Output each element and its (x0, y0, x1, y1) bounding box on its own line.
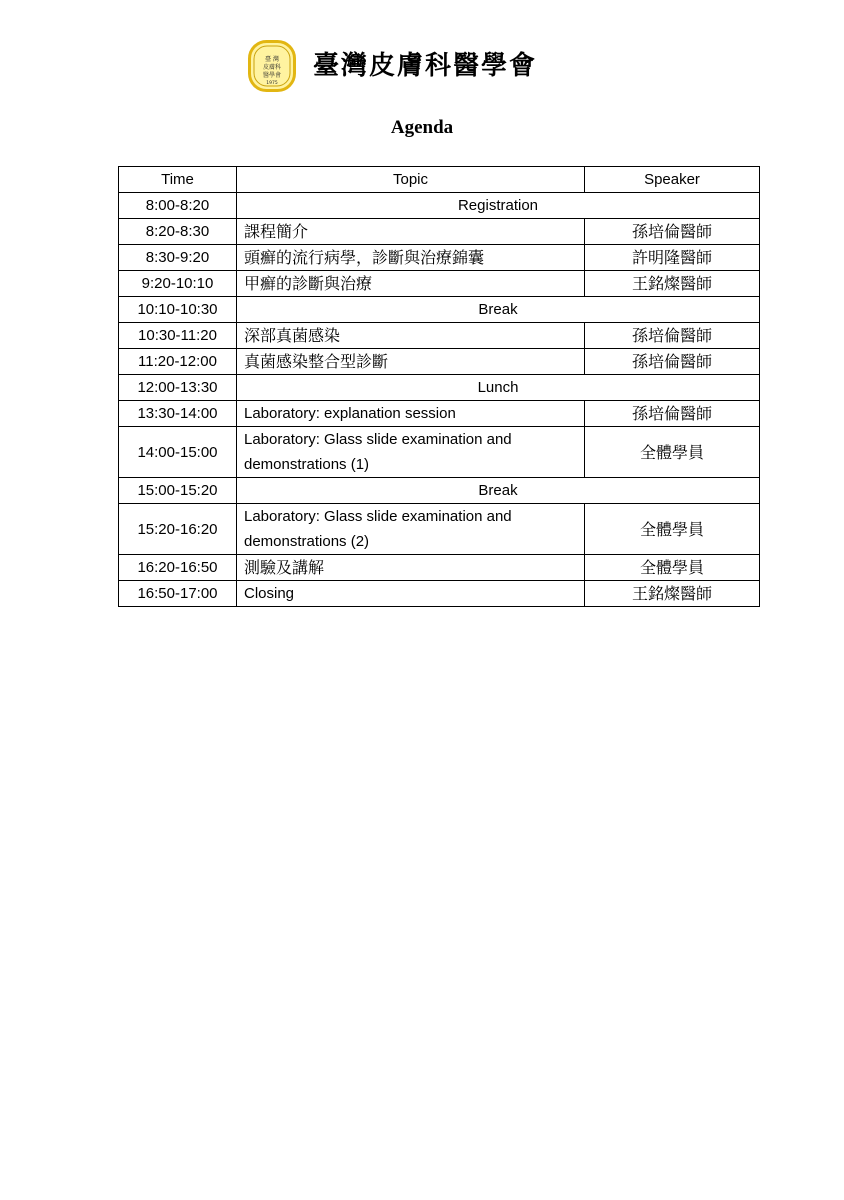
time-cell: 15:20-16:20 (119, 504, 237, 555)
logo-year: 1975 (266, 81, 278, 86)
time-cell: 9:20-10:10 (119, 271, 237, 297)
table-row (119, 193, 760, 219)
table-row (119, 323, 760, 349)
logo-inner-text-top: 臺 灣 (265, 56, 279, 63)
time-cell: 15:00-15:20 (119, 478, 237, 504)
logo-inner-text-bottom: 醫學會 (262, 72, 282, 79)
topic-cell: 測驗及講解 (237, 555, 585, 581)
logo-seal-icon (248, 40, 296, 92)
association-logo (248, 40, 296, 92)
agenda-table (118, 166, 760, 607)
column-header-time: Time (119, 167, 237, 193)
table-row (119, 271, 760, 297)
time-cell: 8:20-8:30 (119, 219, 237, 245)
speaker-cell: 孫培倫醫師 (585, 349, 760, 375)
session-cell: Registration (237, 193, 760, 219)
org-name: 臺灣皮膚科醫學會 (313, 51, 538, 81)
topic-cell: 深部真菌感染 (237, 323, 585, 349)
agenda-title: Agenda (390, 117, 454, 138)
speaker-cell: 孫培倫醫師 (585, 219, 760, 245)
table-row (119, 581, 760, 607)
session-cell: Break (237, 478, 760, 504)
time-cell: 10:10-10:30 (119, 297, 237, 323)
header (248, 38, 537, 94)
logo-inner-text-middle: 皮膚科 (262, 64, 282, 71)
time-cell: 16:50-17:00 (119, 581, 237, 607)
topic-cell (237, 504, 585, 555)
table-row (119, 401, 760, 427)
time-cell: 11:20-12:00 (119, 349, 237, 375)
table-row (119, 427, 760, 478)
time-cell: 14:00-15:00 (119, 427, 237, 478)
topic-cell (237, 427, 585, 478)
time-cell: 8:00-8:20 (119, 193, 237, 219)
table-row (119, 219, 760, 245)
column-header-speaker: Speaker (585, 167, 760, 193)
table-row (119, 504, 760, 555)
topic-cell: 真菌感染整合型診斷 (237, 349, 585, 375)
table-row (119, 245, 760, 271)
topic-line: Laboratory: Glass slide examination and (244, 508, 512, 525)
speaker-cell: 許明隆醫師 (585, 245, 760, 271)
table-row (119, 375, 760, 401)
time-cell: 10:30-11:20 (119, 323, 237, 349)
time-cell: 8:30-9:20 (119, 245, 237, 271)
time-cell: 16:20-16:50 (119, 555, 237, 581)
time-cell: 12:00-13:30 (119, 375, 237, 401)
topic-cell: 頭癬的流行病學，診斷與治療錦囊 (237, 245, 585, 271)
table-row (119, 478, 760, 504)
table-row (119, 349, 760, 375)
session-cell: Break (237, 297, 760, 323)
topic-cell: 課程簡介 (237, 219, 585, 245)
speaker-cell: 王銘燦醫師 (585, 581, 760, 607)
topic-cell: Laboratory: explanation session (237, 401, 585, 427)
topic-cell: Closing (237, 581, 585, 607)
speaker-cell: 全體學員 (585, 504, 760, 555)
time-cell: 13:30-14:00 (119, 401, 237, 427)
topic-cell: 甲癬的診斷與治療 (237, 271, 585, 297)
speaker-cell: 全體學員 (585, 427, 760, 478)
topic-line: demonstrations (2) (244, 533, 370, 550)
speaker-cell: 王銘燦醫師 (585, 271, 760, 297)
table-header-row (119, 167, 760, 193)
session-cell: Lunch (237, 375, 760, 401)
speaker-cell: 全體學員 (585, 555, 760, 581)
column-header-topic: Topic (237, 167, 585, 193)
topic-line: Laboratory: Glass slide examination and (244, 431, 512, 448)
table-row (119, 297, 760, 323)
table-row (119, 555, 760, 581)
speaker-cell: 孫培倫醫師 (585, 323, 760, 349)
topic-line: demonstrations (1) (244, 456, 370, 473)
speaker-cell: 孫培倫醫師 (585, 401, 760, 427)
